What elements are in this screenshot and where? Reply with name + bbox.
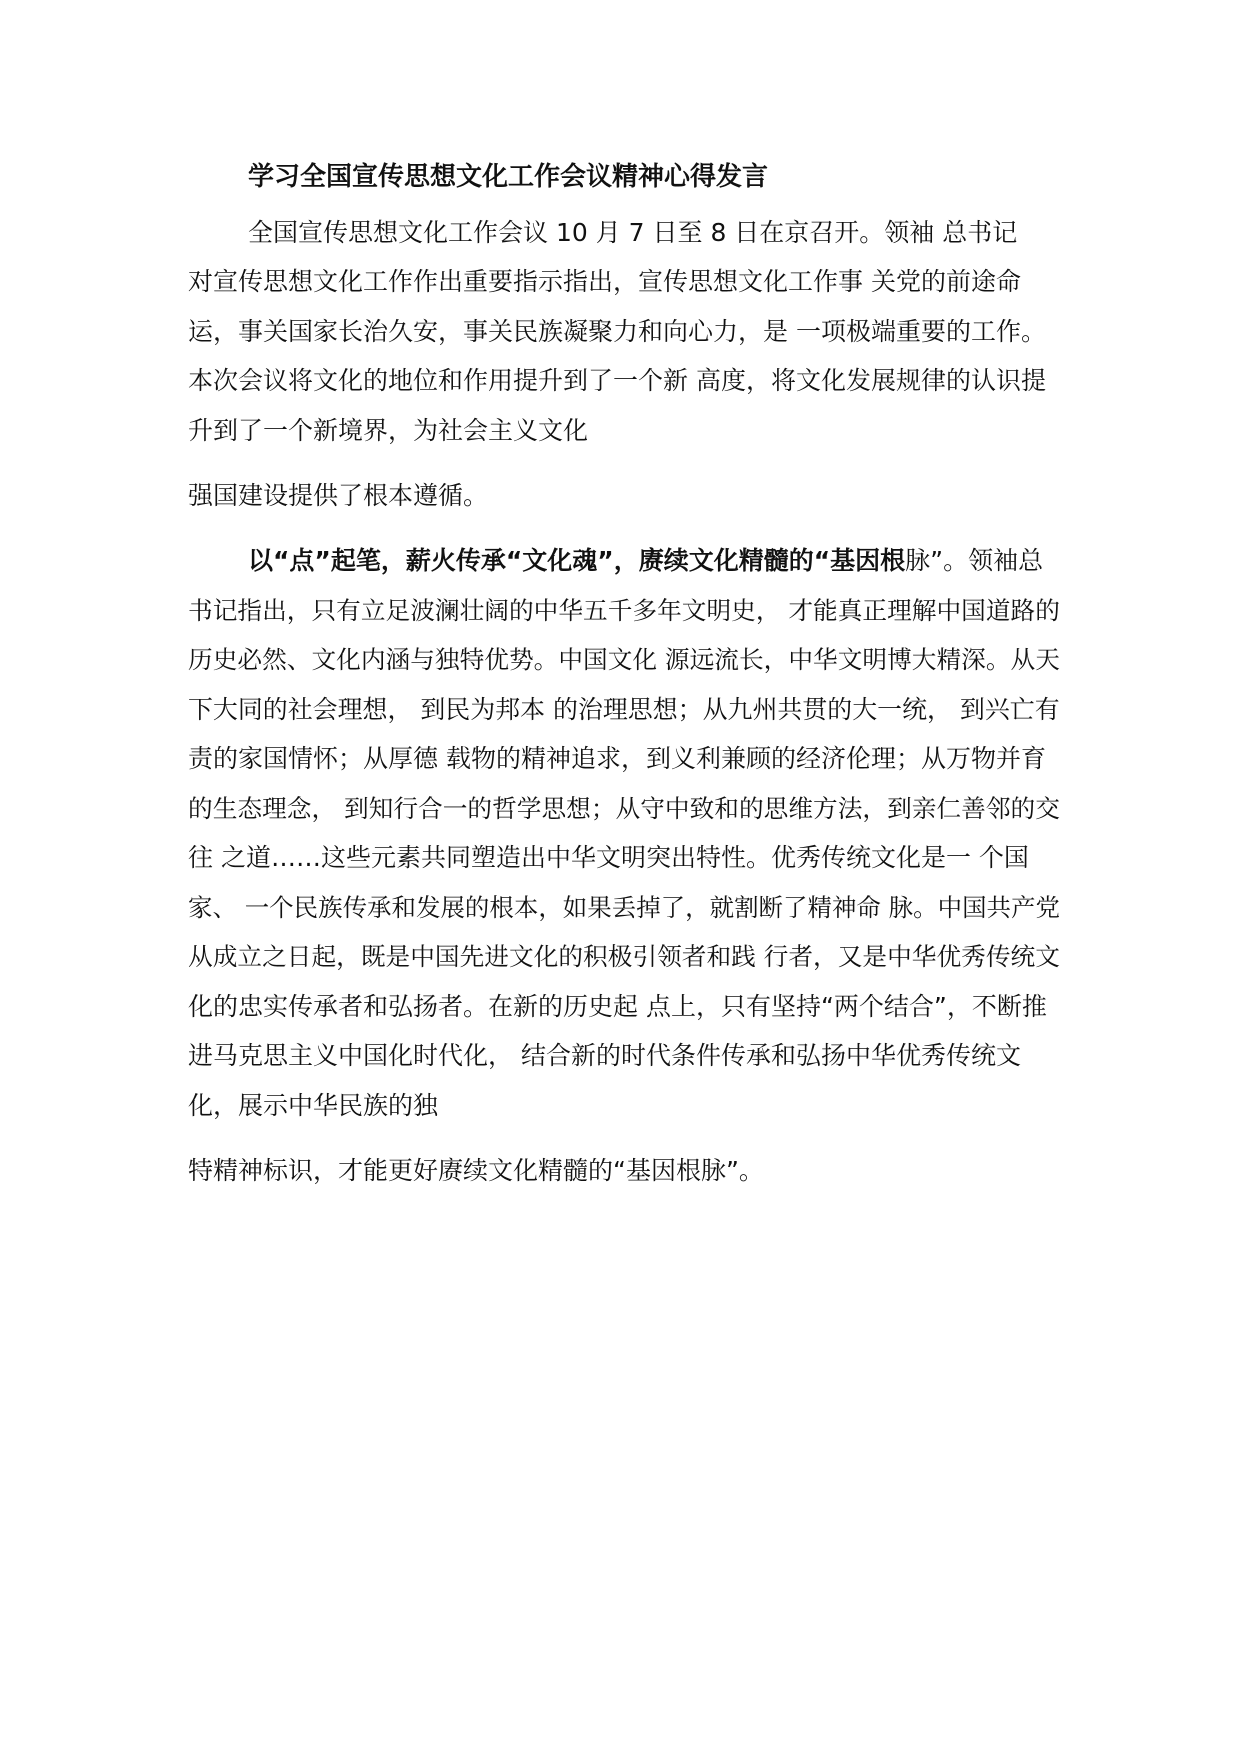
paragraph-2-line-10: 化的忠实传承者和弘扬者。在新的历史起 点上，只有坚持“两个结合”，不断推 [188,992,1047,1021]
paragraph-1-line-1: 全国宣传思想文化工作会议 10 月 7 日至 8 日在京召开。领袖 总书记 [248,218,1018,247]
paragraph-2-line-13: 特精神标识，才能更好赓续文化精髓的“基因根脉”。 [188,1156,764,1185]
paragraph-2-line-6: 的生态理念， 到知行合一的哲学思想；从守中致和的思维方法，到亲仁善邻的交 [188,794,1060,823]
paragraph-2-line-1-rest: 脉”。领袖总 [905,546,1044,575]
paragraph-2-line-7: 往 之道……这些元素共同塑造出中华文明突出特性。优秀传统文化是一 个国 [188,843,1029,872]
document-title: 学习全国宣传思想文化工作会议精神心得发言 [248,162,769,192]
paragraph-1-line-6: 强国建设提供了根本遵循。 [188,481,489,510]
paragraph-1-line-4: 本次会议将文化的地位和作用提升到了一个新 高度，将文化发展规律的认识提 [188,366,1046,395]
paragraph-1-line-5: 升到了一个新境界，为社会主义文化 [188,416,589,445]
paragraph-2-line-5: 责的家国情怀；从厚德 载物的精神追求，到义利兼顾的经济伦理；从万物并育 [188,744,1046,773]
paragraph-2-line-12: 化，展示中华民族的独 [188,1091,439,1120]
paragraph-2-line-8: 家、 一个民族传承和发展的根本，如果丢掉了，就割断了精神命 脉。中国共产党 [188,893,1060,922]
paragraph-1-line-2: 对宣传思想文化工作作出重要指示指出，宣传思想文化工作事 关党的前途命 [188,267,1021,296]
paragraph-2-line-4: 下大同的社会理想， 到民为邦本 的治理思想；从九州共贯的大一统， 到兴亡有 [188,695,1060,724]
paragraph-2-line-9: 从成立之日起，既是中国先进文化的积极引领者和践 行者，又是中华优秀传统文 [188,942,1060,971]
paragraph-2-line-3: 历史必然、文化内涵与独特优势。中国文化 源远流长，中华文明博大精深。从天 [188,645,1060,674]
section-heading: 以“点”起笔，薪火传承“文化魂”，赓续文化精髓的“基因根 [248,546,906,575]
paragraph-2-line-2: 书记指出，只有立足波澜壮阔的中华五千多年文明史， 才能真正理解中国道路的 [188,596,1060,625]
paragraph-2-line-1 [248,544,1043,578]
paragraph-1-line-3: 运，事关国家长治久安，事关民族凝聚力和向心力，是 一项极端重要的工作。 [188,317,1046,346]
paragraph-2-line-11: 进马克思主义中国化时代化， 结合新的时代条件传承和弘扬中华优秀传统文 [188,1041,1021,1070]
